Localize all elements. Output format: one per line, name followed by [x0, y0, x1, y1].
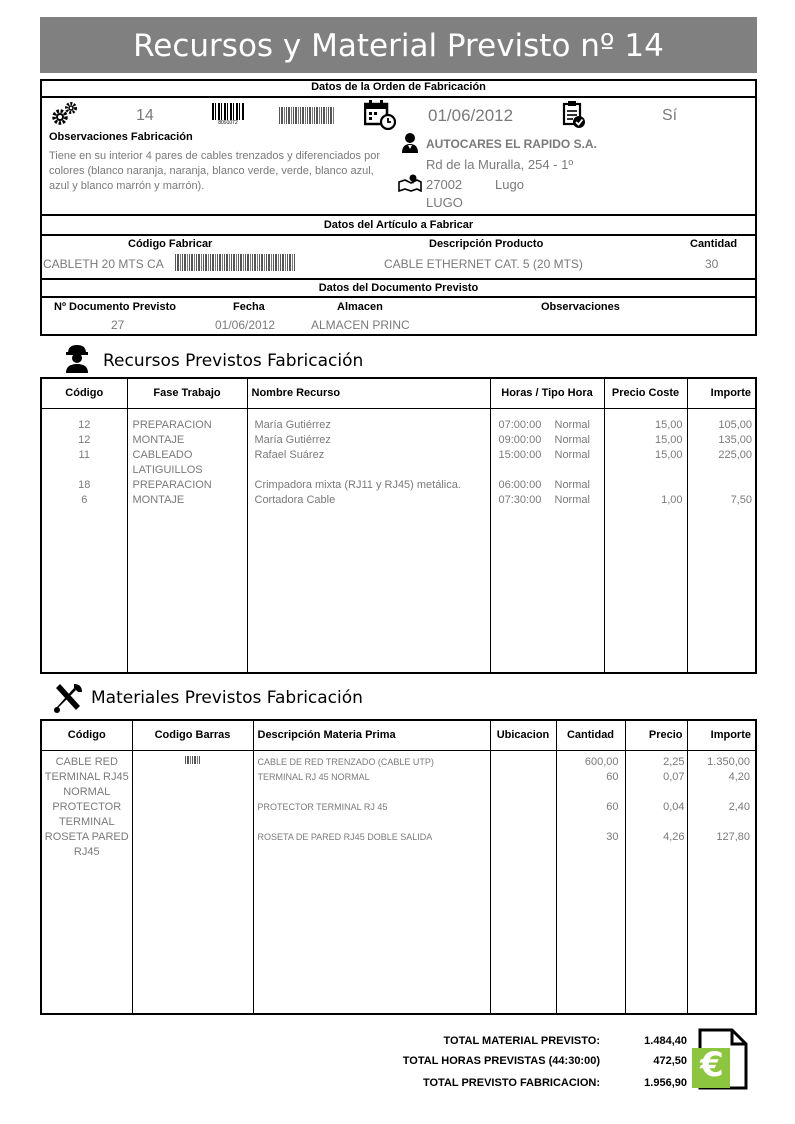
list-cell: Normal [554, 478, 590, 491]
article-quantity: 30 [705, 257, 719, 271]
list-cell [555, 463, 590, 478]
list-cell: 15:00:00 [498, 448, 542, 461]
order-approved: Sí [662, 107, 678, 124]
list-cell: 07:30:00 [498, 493, 542, 506]
materials-col-price: Precio [625, 720, 687, 750]
list-cell: TERMINAL RJ45 [44, 770, 129, 783]
customer-province: LUGO [426, 195, 463, 210]
list-cell: Normal [554, 448, 590, 461]
list-cell: 60 [606, 800, 619, 813]
list-cell: TERMINAL RJ 45 NORMAL [257, 771, 370, 782]
list-cell: NORMAL [63, 785, 111, 798]
list-cell [605, 478, 683, 493]
observations-label: Observaciones Fabricación [49, 131, 193, 143]
total-fabrication-value: 1.956,90 [644, 1077, 687, 1089]
euro-document-icon [692, 1028, 748, 1092]
materials-col-quantity: Cantidad [556, 720, 625, 750]
list-cell: 7,50 [730, 493, 752, 506]
list-cell [626, 785, 685, 800]
list-cell: 60 [606, 770, 619, 783]
total-hours-label: TOTAL HORAS PREVISTAS (44:30:00) [402, 1055, 600, 1067]
list-cell: 0,07 [663, 770, 685, 783]
materials-codes [42, 751, 132, 860]
document-number-label: Nº Documento Previsto [54, 301, 176, 313]
list-cell [688, 478, 753, 493]
list-cell: CABLE DE RED TRENZADO (CABLE UTP) [257, 756, 434, 767]
document-date-label: Fecha [233, 301, 265, 313]
total-fabrication-label: TOTAL PREVISTO FABRICACION: [422, 1077, 600, 1089]
list-cell: 11 [78, 448, 90, 461]
list-cell: 18 [78, 478, 91, 491]
document-section-header: Datos del Documento Previsto [318, 282, 479, 294]
list-cell: 127,80 [716, 830, 750, 843]
list-cell: TERMINAL [58, 815, 115, 828]
list-cell: 15,00 [654, 433, 683, 446]
article-code: CABLETH 20 MTS CA [43, 257, 164, 271]
list-cell: PROTECTOR [52, 800, 122, 813]
article-description: CABLE ETHERNET CAT. 5 (20 MTS) [384, 257, 583, 271]
observations-text: Tiene en su interior 4 pares de cables trenzados y diferenciados por colores (blanco naranja, naranja, blanco verde, verde, blanco azul, azul y blanco marrón y marrón). [49, 150, 381, 192]
list-cell: 105,00 [718, 418, 752, 431]
list-cell [42, 463, 127, 478]
list-cell [557, 815, 619, 830]
list-cell: 135,00 [718, 433, 752, 446]
list-cell: MONTAJE [132, 433, 185, 446]
document-warehouse-label: Almacen [337, 301, 383, 313]
list-cell: María Gutiérrez [254, 418, 331, 431]
list-cell: Crimpadora mixta (RJ11 y RJ45) metálica. [254, 478, 461, 491]
materials-barcode [185, 756, 200, 764]
list-cell: 12 [78, 433, 91, 446]
list-cell: 2,25 [663, 755, 685, 768]
list-cell: Normal [554, 493, 590, 506]
list-cell: CABLEADO [132, 448, 193, 461]
list-cell: 06:00:00 [498, 478, 542, 491]
resources-col-resource: Nombre Recurso [247, 378, 490, 408]
resources-prices [605, 409, 687, 508]
list-cell: 225,00 [718, 448, 752, 461]
clipboard-check-icon [562, 100, 588, 130]
list-cell: 1.350,00 [707, 755, 750, 768]
article-description-label: Descripción Producto [429, 238, 544, 250]
gears-icon [50, 100, 80, 128]
resources-names [248, 409, 490, 508]
list-cell: María Gutiérrez [254, 433, 331, 446]
customer-city: Lugo [495, 177, 524, 192]
list-cell: 30 [606, 830, 619, 843]
resources-col-amount: Importe [687, 378, 756, 408]
euro-symbol: € [700, 1045, 724, 1085]
calendar-clock-icon [364, 100, 396, 130]
list-cell [626, 845, 685, 860]
barcode-icon [212, 103, 244, 127]
order-section-header: Datos de la Orden de Fabricación [311, 81, 486, 93]
materials-title: Materiales Previstos Fabricación [91, 688, 363, 708]
list-cell: 4,20 [728, 770, 750, 783]
total-material-label: TOTAL MATERIAL PREVISTO: [443, 1035, 600, 1047]
article-section-header: Datos del Artículo a Fabricar [323, 219, 474, 231]
list-cell: 600,00 [584, 755, 619, 768]
list-cell: PREPARACION [132, 418, 212, 431]
resources-amounts [688, 409, 756, 508]
document-date: 01/06/2012 [215, 318, 276, 332]
list-cell: 4,26 [663, 830, 685, 843]
list-cell: Rafael Suárez [254, 448, 325, 461]
list-cell [688, 845, 751, 860]
list-cell [688, 785, 751, 800]
materials-descriptions [254, 751, 490, 860]
list-cell [258, 815, 490, 830]
order-number: 14 [136, 107, 154, 124]
resources-codes [42, 409, 127, 508]
article-code-label: Código Fabricar [128, 238, 213, 250]
list-cell: LATIGUILLOS [132, 463, 203, 476]
document-number: 27 [111, 318, 125, 332]
list-cell: Normal [554, 418, 590, 431]
list-cell [626, 815, 685, 830]
list-cell: ROSETA DE PARED RJ45 DOBLE SALIDA [257, 831, 433, 842]
total-material-value: 1.484,40 [644, 1035, 687, 1047]
materials-quantities [557, 751, 625, 860]
map-pin-icon [398, 174, 422, 192]
list-cell: 2,40 [728, 800, 750, 813]
list-cell: MONTAJE [132, 493, 185, 506]
materials-prices [626, 751, 687, 860]
list-cell [258, 845, 490, 860]
list-cell [557, 785, 619, 800]
list-cell: 15,00 [654, 418, 683, 431]
list-cell: CABLE RED [55, 755, 118, 768]
list-cell: PROTECTOR TERMINAL RJ 45 [257, 801, 388, 812]
worker-icon [64, 343, 90, 373]
list-cell: 15,00 [654, 448, 683, 461]
list-cell [255, 463, 490, 478]
order-date: 01/06/2012 [428, 106, 514, 125]
list-cell [258, 785, 490, 800]
resources-col-cost: Precio Coste [604, 378, 687, 408]
list-cell: ROSETA PARED [44, 830, 129, 843]
resources-phases [128, 409, 247, 508]
materials-col-code: Código [41, 720, 132, 750]
list-cell [688, 463, 753, 478]
materials-table [40, 719, 757, 1015]
tools-icon [52, 682, 84, 714]
materials-col-barcode: Codigo Barras [132, 720, 253, 750]
resources-title: Recursos Previstos Fabricación [103, 351, 364, 371]
resources-table [40, 377, 757, 674]
article-quantity-label: Cantidad [690, 238, 738, 250]
customer-name: AUTOCARES EL RAPIDO S.A. [426, 137, 597, 151]
list-cell [557, 845, 619, 860]
resources-hour-types [555, 418, 590, 508]
barcode-icon-label: 8091072 [218, 120, 238, 126]
article-barcode [175, 254, 295, 271]
list-cell [605, 463, 683, 478]
customer-icon [401, 132, 419, 154]
customer-address: Rd de la Muralla, 254 - 1º [426, 157, 574, 172]
list-cell: 6 [81, 493, 88, 506]
resources-hours [499, 418, 555, 508]
list-cell: 0,04 [663, 800, 685, 813]
resources-col-phase: Fase Trabajo [127, 378, 247, 408]
list-cell: 07:00:00 [498, 418, 542, 431]
document-observations-label: Observaciones [541, 301, 620, 313]
materials-amounts [688, 751, 756, 860]
customer-postal-code: 27002 [426, 177, 463, 192]
list-cell [688, 815, 751, 830]
list-cell: 09:00:00 [498, 433, 542, 446]
list-cell [499, 463, 555, 478]
list-cell: 12 [78, 418, 91, 431]
list-cell: 1,00 [661, 493, 683, 506]
resources-col-hours: Horas / Tipo Hora [490, 378, 604, 408]
order-barcode [279, 107, 335, 124]
document-warehouse: ALMACEN PRINC [311, 318, 410, 332]
materials-col-amount: Importe [687, 720, 756, 750]
page-title: Recursos y Material Previsto nº 14 [40, 17, 757, 73]
materials-col-location: Ubicacion [490, 720, 556, 750]
list-cell: Normal [554, 433, 590, 446]
list-cell: Cortadora Cable [254, 493, 336, 506]
total-hours-value: 472,50 [653, 1055, 687, 1067]
resources-col-code: Código [41, 378, 127, 408]
materials-col-description: Descripción Materia Prima [253, 720, 490, 750]
list-cell: PREPARACION [132, 478, 212, 491]
list-cell: RJ45 [73, 845, 100, 858]
